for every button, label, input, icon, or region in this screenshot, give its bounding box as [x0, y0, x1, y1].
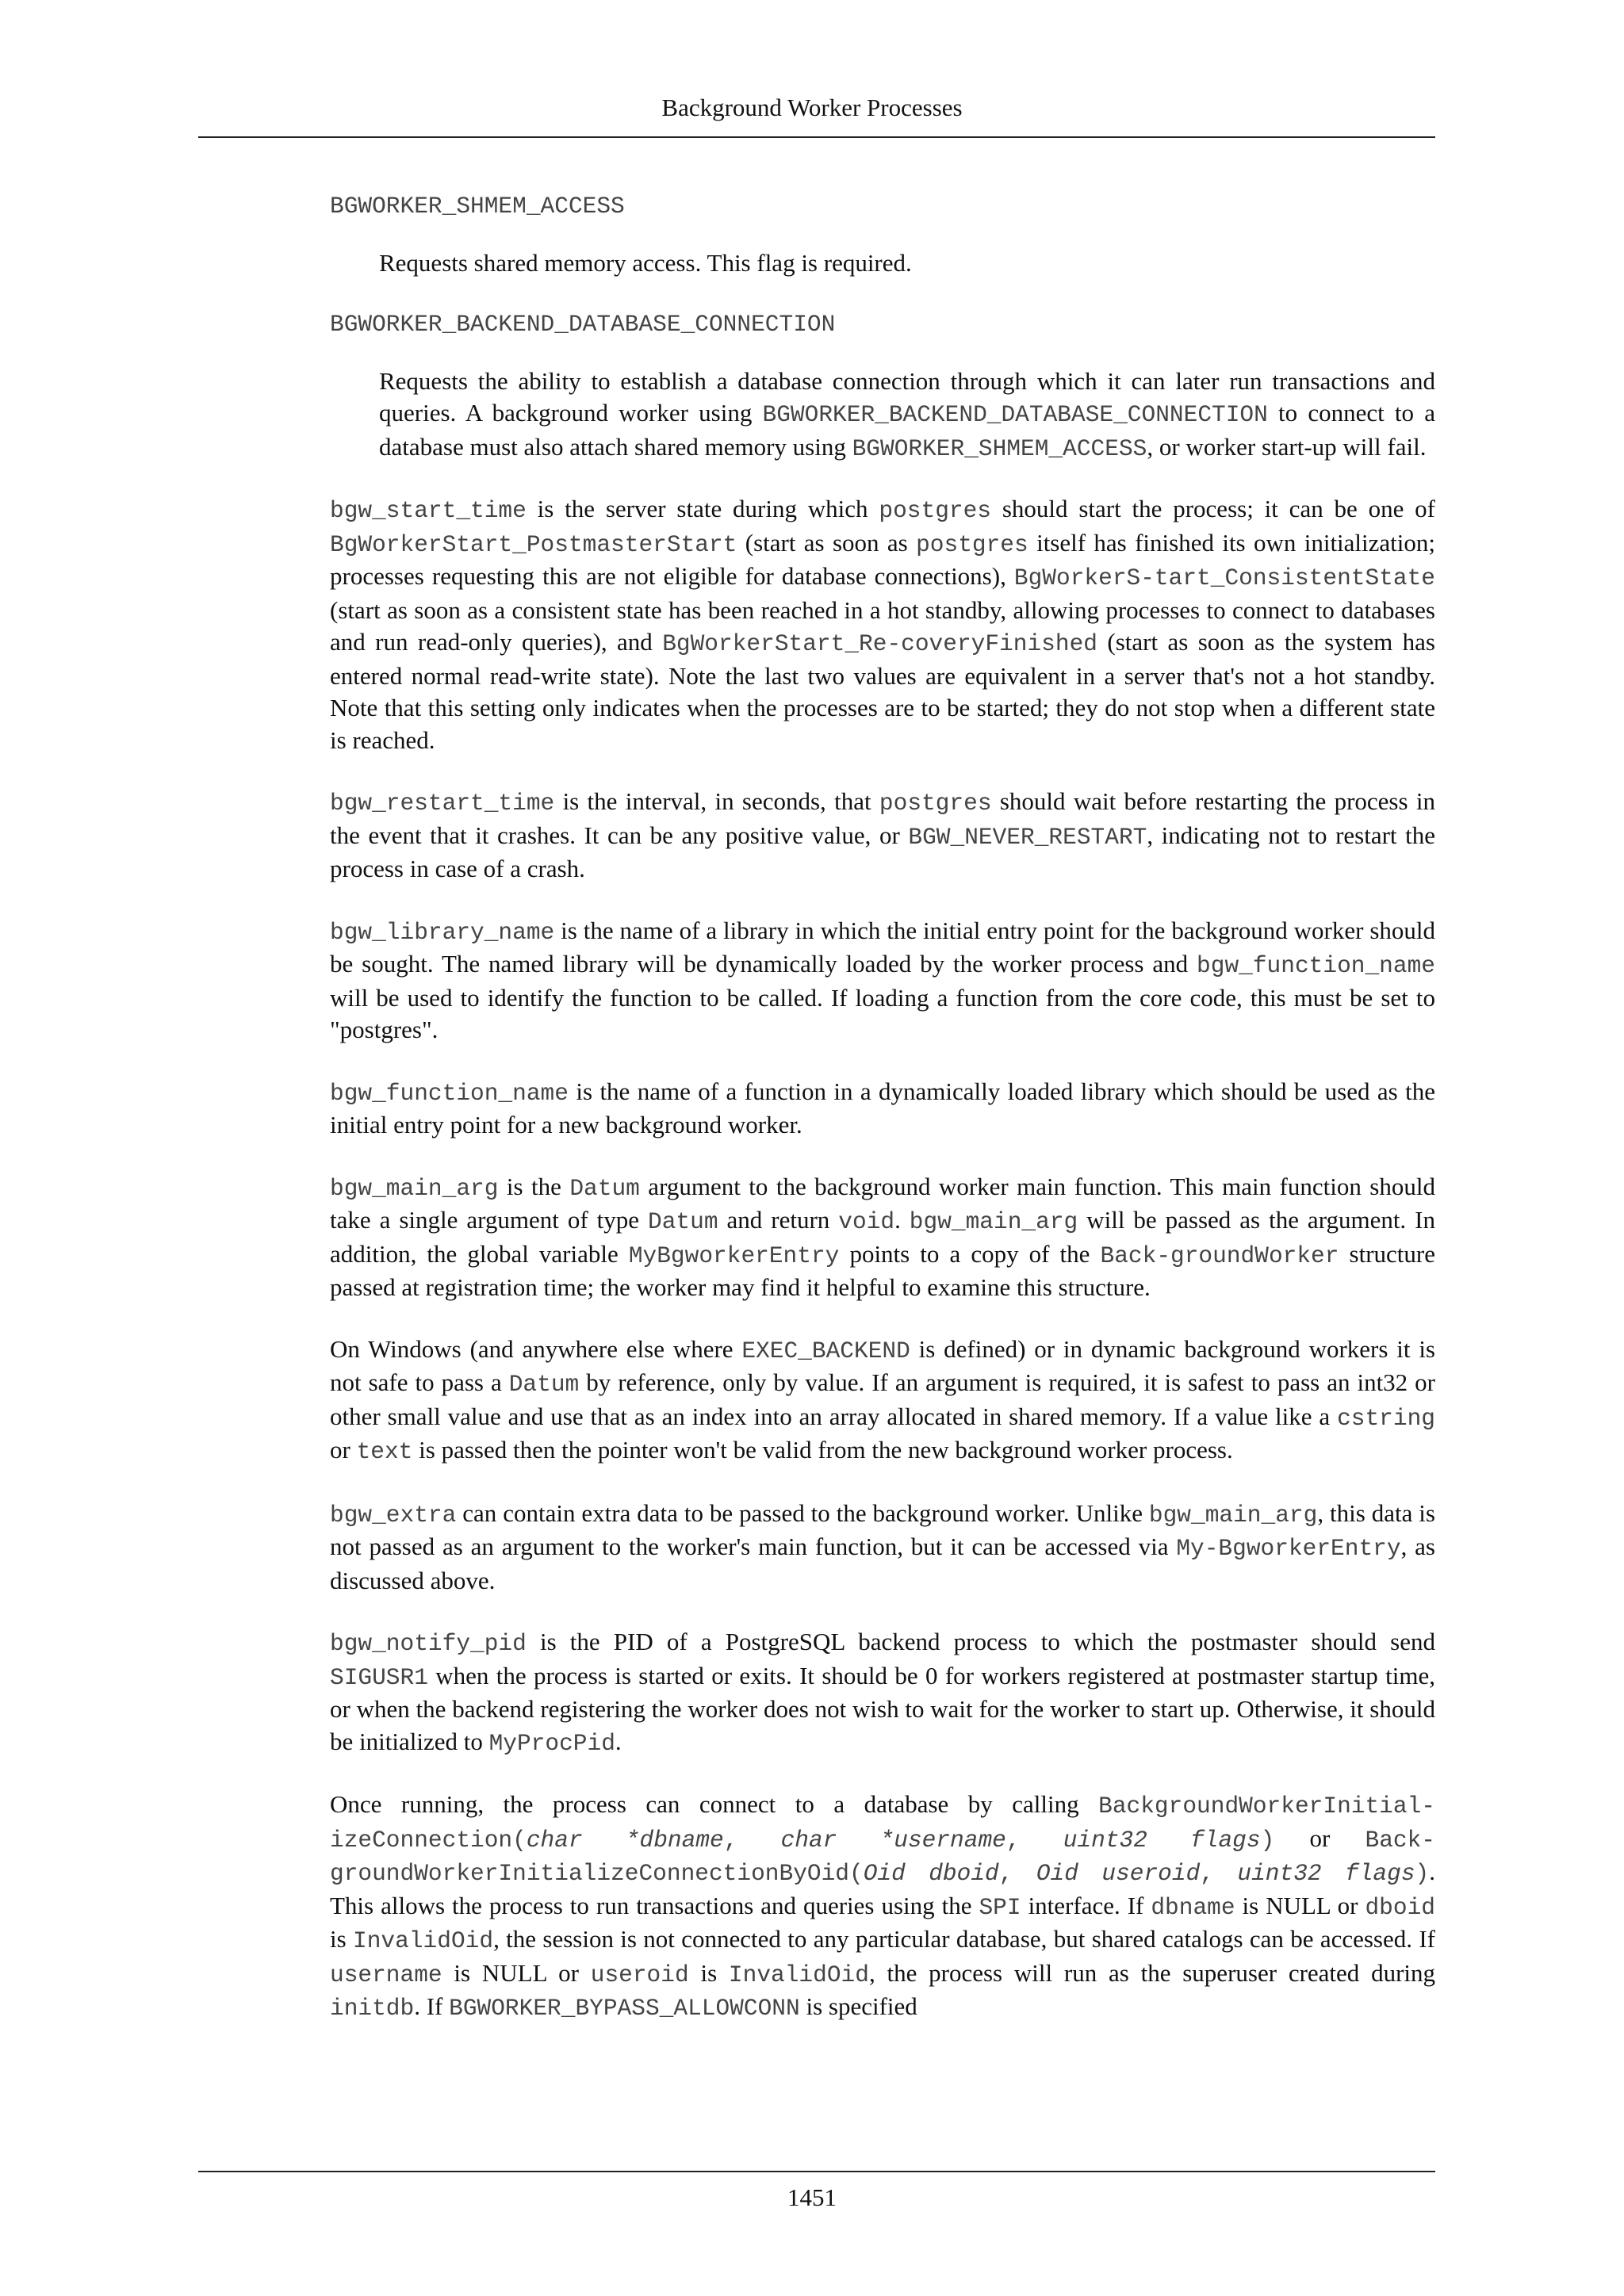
running-header: Background Worker Processes [661, 94, 963, 121]
paragraph-windows-note: On Windows (and anywhere else where EXEC_BACKEND is defined) or in dynamic background workers it is not safe to pass a Datum by reference, only by value. If an argument is required, it is safest to pass an int32 or other small value and use that as an index into an array allocated in shared memory. If a value like a cstring or text is passed then the pointer won't be valid from the new background worker process. [330, 1334, 1435, 1465]
term-backend-description: Requests the ability to establish a database connection through which it can later run transactions and queries. A background worker using BGWORKER_BACKEND_DATABASE_CONNECTION to connect to a database must also attach shared memory using BGWORKER_SHMEM_ACCESS, or worker start-up will fail. [379, 366, 1435, 462]
header-rule [198, 136, 1435, 138]
page-number: 1451 [787, 2183, 837, 2211]
paragraph-bgw-main-arg: bgw_main_arg is the Datum argument to the background worker main function. This main function should take a single argument of type Datum and return void. bgw_main_arg will be passed as the argument. In addition, the global variable MyBgworkerEntry points to a copy of the Back-groundWorker structure passed at registration time; the worker may find it helpful to examine this structure. [330, 1172, 1435, 1301]
footer-rule [198, 2171, 1435, 2172]
page-body [330, 190, 1435, 2054]
paragraph-bgw-extra: bgw_extra can contain extra data to be passed to the background worker. Unlike bgw_main_arg, this data is not passed as an argument to the worker's main function, but it can be accessed via My-BgworkerEntry, as discussed above. [330, 1498, 1436, 1594]
term-bgworker-backend-database-connection: BGWORKER_BACKEND_DATABASE_CONNECTION [330, 310, 836, 338]
term-bgworker-shmem-access: BGWORKER_SHMEM_ACCESS [330, 193, 625, 220]
paragraph-bgw-notify-pid: bgw_notify_pid is the PID of a PostgreSQL backend process to which the postmaster should send SIGUSR1 when the process is started or exits. It should be 0 for workers registered at postmaster startup time, or when the backend registering the worker does not wish to wait for the worker to start up. Otherwise, it should be initialized to MyProcPid. [330, 1628, 1435, 1757]
paragraph-bgw-library-name: bgw_library_name is the name of a library in which the initial entry point for the background worker should be sought. The named library will be dynamically loaded by the worker process and bgw_function_name will be used to identify the function to be called. If loading a function from the core code, this must be set to "postgres". [330, 916, 1435, 1043]
paragraph-once-running: Once running, the process can connect to a database by calling BackgroundWorkerInitial-izeConnection(char *dbname, char *username, uint32 flags) or Back-groundWorkerInitializeConnectionByOid(Oid dboid, Oid useroid, uint32 flags). This allows the process to run transactions and queries using the SPI interface. If dbname is NULL or dboid is InvalidOid, the session is not connected to any particular database, but shared catalogs can be accessed. If username is NULL or useroid is InvalidOid, the process will run as the superuser created during initdb. If BGWORKER_BYPASS_ALLOWCONN is specified [330, 1790, 1436, 2022]
paragraph-bgw-function-name: bgw_function_name is the name of a function in a dynamically loaded library which should be used as the initial entry point for a new background worker. [330, 1077, 1435, 1138]
term-shmem-description: Requests shared memory access. This flag is required. [379, 249, 912, 277]
paragraph-bgw-start-time: bgw_start_time is the server state during which postgres should start the process; it can be one of BgWorkerStart_PostmasterStart (start as soon as postgres itself has finished its own initialization; processes requesting this are not eligible for database connections), BgWorkerS-tart_ConsistentState (start as soon as a consistent state has been reached in a hot standby, allowing processes to connect to databases and run read-only queries), and BgWorkerStart_Re-coveryFinished (start as soon as the system has entered normal read-write state). Note the last two values are equivalent in a server that's not a hot standby. Note that this setting only indicates when the processes are to be started; they do not stop when a different state is reached. [330, 495, 1436, 754]
paragraph-bgw-restart-time: bgw_restart_time is the interval, in seconds, that postgres should wait before restarting the process in the event that it crashes. It can be any positive value, or BGW_NEVER_RESTART, indicating not to restart the process in case of a crash. [330, 787, 1435, 882]
